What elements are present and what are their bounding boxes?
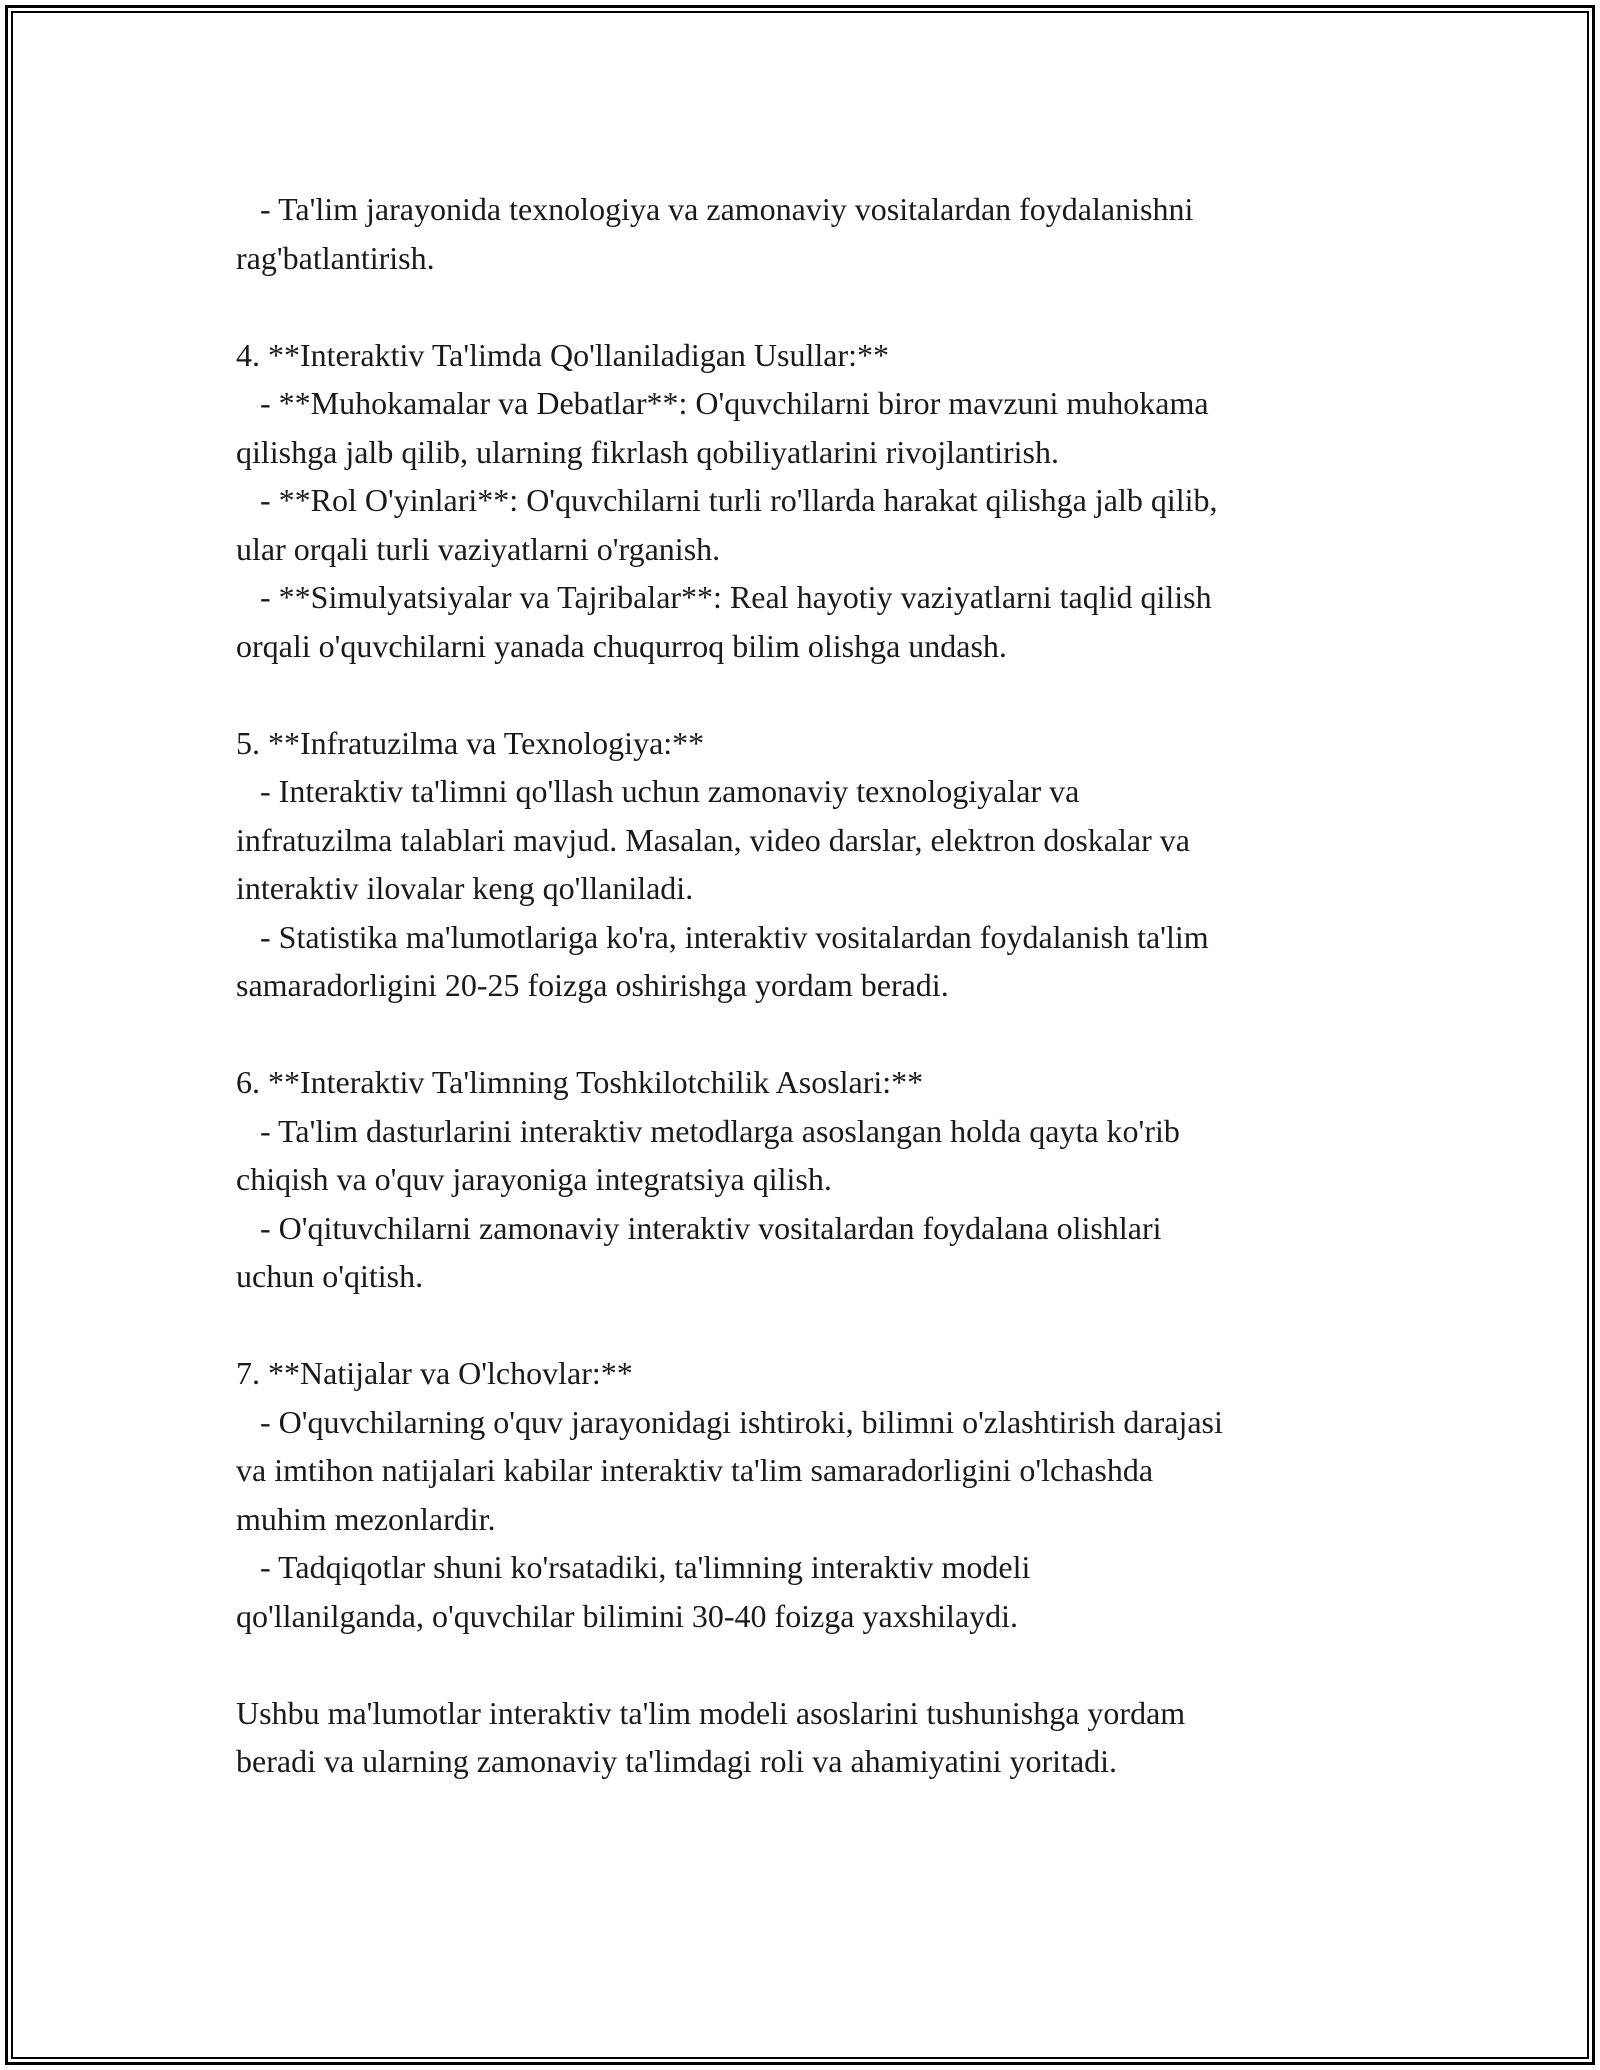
section-heading-4: 4. **Interaktiv Ta'limda Qo'llaniladigan Usullar:** [236, 336, 889, 373]
text-line: qo'llanilganda, o'quvchilar bilimini 30-40 foizga yaxshilaydi. [236, 1597, 1019, 1634]
text-line: - Statistika ma'lumotlariga ko'ra, interaktiv vositalardan foydalanish ta'lim [236, 918, 1209, 955]
text-line: - O'qituvchilarni zamonaviy interaktiv vositalardan foydalana olishlari [236, 1209, 1162, 1246]
paragraph-gap [236, 282, 1436, 331]
text-line: - **Simulyatsiyalar va Tajribalar**: Real hayotiy vaziyatlarni taqlid qilish [236, 579, 1212, 615]
text-line: - Tadqiqotlar shuni ko'rsatadiki, ta'limning interaktiv modeli [236, 1549, 1031, 1585]
text-line: rag'batlantirish. [236, 239, 435, 276]
conclusion-line: Ushbu ma'lumotlar interaktiv ta'lim modeli asoslarini tushunishga yordam [236, 1694, 1186, 1731]
text-line: - **Rol O'yinlari**: O'quvchilarni turli ro'llarda harakat qilishga jalb qilib, [236, 482, 1218, 518]
paragraph-gap [236, 1301, 1436, 1350]
text-line: orqali o'quvchilarni yanada chuqurroq bilim olishga undash. [236, 627, 1007, 664]
section-heading-5: 5. **Infratuzilma va Texnologiya:** [236, 724, 705, 761]
paragraph-gap [236, 1010, 1436, 1059]
text-line: - Interaktiv ta'limni qo'llash uchun zamonaviy texnologiyalar va [236, 773, 1080, 809]
section-heading-6: 6. **Interaktiv Ta'limning Toshkilotchilik Asoslari:** [236, 1064, 924, 1100]
text-line: chiqish va o'quv jarayoniga integratsiya qilish. [236, 1161, 832, 1197]
text-line: va imtihon natijalari kabilar interaktiv ta'lim samaradorligini o'lchashda [236, 1452, 1154, 1488]
text-line: - **Muhokamalar va Debatlar**: O'quvchilarni biror mavzuni muhokama [236, 385, 1209, 421]
text-line: - Ta'lim jarayonida texnologiya va zamonaviy vositalardan foydalanishni [236, 191, 1194, 227]
text-line: uchun o'qitish. [236, 1258, 424, 1294]
text-line: interaktiv ilovalar keng qo'llaniladi. [236, 870, 694, 906]
text-line: ular orqali turli vaziyatlarni o'rganish. [236, 530, 721, 567]
text-line: - Ta'lim dasturlarini interaktiv metodlarga asoslangan holda qayta ko'rib [236, 1112, 1180, 1149]
text-line: - O'quvchilarning o'quv jarayonidagi ishtiroki, bilimni o'zlashtirish darajasi [236, 1403, 1223, 1440]
paragraph-gap [236, 1640, 1436, 1689]
text-line: infratuzilma talablari mavjud. Masalan, video darslar, elektron doskalar va [236, 821, 1190, 858]
section-heading-7: 7. **Natijalar va O'lchovlar:** [236, 1355, 633, 1391]
text-line: qilishga jalb qilib, ularning fikrlash qobiliyatlarini rivojlantirish. [236, 433, 1059, 470]
document-body [236, 185, 1436, 1786]
paragraph-gap [236, 670, 1436, 719]
conclusion-line: beradi va ularning zamonaviy ta'limdagi roli va ahamiyatini yoritadi. [236, 1743, 1118, 1779]
text-line: muhim mezonlardir. [236, 1500, 496, 1537]
text-line: samaradorligini 20-25 foizga oshirishga yordam beradi. [236, 967, 949, 1003]
